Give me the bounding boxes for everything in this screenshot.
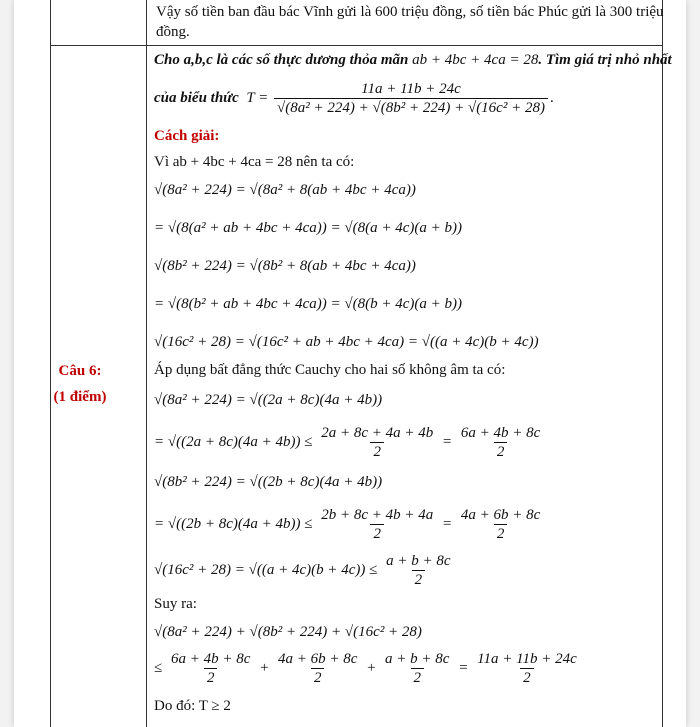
- equation-7-fraction-1: [318, 424, 436, 461]
- fraction-numerator: 4a + 6b + 8c: [278, 651, 358, 667]
- document-page: [14, 0, 686, 727]
- plus-sign: +: [366, 659, 377, 676]
- solution-suy-ra: Suy ra:: [154, 596, 197, 612]
- fraction-numerator: 2b + 8c + 4b + 4a: [321, 507, 434, 523]
- fraction-denominator: 2: [412, 570, 426, 589]
- plus-sign: +: [259, 659, 270, 676]
- equals-sign: =: [458, 659, 469, 676]
- equation-5: √(16c² + 28) = √(16c² + ab + 4bc + 4ca) = √((a + 4c)(b + 4c)): [154, 334, 539, 350]
- equation-7-left: = √((2a + 8c)(4a + 4b)) ≤: [154, 433, 313, 450]
- equation-2: = √(8(a² + ab + 4bc + 4ca)) = √(8(a + 4c)(a + b)): [154, 220, 462, 236]
- fraction-numerator: 6a + 4b + 8c: [460, 425, 541, 441]
- table-border-right: [662, 0, 663, 727]
- inequality-fraction-2: [275, 650, 360, 687]
- equation-10-fraction: [383, 552, 453, 589]
- t-numerator: 11a + 11b + 24c: [361, 81, 461, 97]
- problem-condition: ab + 4bc + 4ca = 28: [412, 52, 539, 68]
- fraction-numerator: 2a + 8c + 4a + 4b: [321, 425, 434, 441]
- inequality-fraction-4: [474, 650, 580, 687]
- t-denominator: √(8a² + 224) + √(8b² + 224) + √(16c² + 28): [274, 98, 548, 117]
- fraction-numerator: 11a + 11b + 24c: [477, 651, 577, 667]
- fraction-numerator: a + b + 8c: [386, 553, 451, 569]
- inequality-fraction-3: [382, 650, 452, 687]
- equation-1: √(8a² + 224) = √(8a² + 8(ab + 4bc + 4ca)): [154, 182, 416, 198]
- inequality-fraction-1: [168, 650, 253, 687]
- solution-heading: Cách giải:: [154, 128, 220, 144]
- equation-3: √(8b² + 224) = √(8b² + 8(ab + 4bc + 4ca)): [154, 258, 416, 274]
- question-title: Câu 6:: [58, 363, 102, 379]
- fraction-numerator: 4a + 6b + 8c: [460, 507, 541, 523]
- row-divider: [50, 45, 663, 46]
- problem-statement: [154, 52, 672, 69]
- expression-label: của biểu thức: [154, 89, 239, 106]
- equation-9: [154, 506, 545, 543]
- t-fraction: [274, 80, 548, 117]
- equation-7: [154, 424, 545, 461]
- fraction-denominator: 2: [370, 524, 384, 543]
- problem-intro: Cho a,b,c là các số thực dương thỏa mãn: [154, 52, 409, 68]
- fraction-denominator: 2: [370, 442, 384, 461]
- equation-6: √(8a² + 224) = √((2a + 8c)(4a + 4b)): [154, 392, 383, 408]
- equals-sign: =: [442, 433, 453, 450]
- fraction-numerator: 6a + 4b + 8c: [170, 651, 251, 667]
- problem-ask: . Tìm giá trị nhỏ nhất: [538, 52, 672, 68]
- equation-7-fraction-2: [458, 424, 543, 461]
- fraction-numerator: a + b + 8c: [385, 651, 450, 667]
- fraction-denominator: 2: [204, 668, 218, 687]
- equals-sign: =: [442, 515, 453, 532]
- equation-10-left: √(16c² + 28) = √((a + 4c)(b + 4c)) ≤: [154, 561, 378, 578]
- problem-expression: của biểu thức T = $\frac{11a + 11b + 24c}{\text{√(8a² + 224) + √(8b² + 224) + √(16c² + 28)}}$ .: [154, 81, 554, 116]
- equation-10: [154, 552, 456, 589]
- equation-9-left: = √((2b + 8c)(4a + 4b)) ≤: [154, 515, 313, 532]
- fraction-denominator: 2: [494, 442, 508, 461]
- previous-answer-line-2: đồng.: [156, 24, 190, 40]
- fraction-denominator: 2: [411, 668, 425, 687]
- solution-since: Vì ab + 4bc + 4ca = 28 nên ta có:: [154, 154, 355, 170]
- table-column-divider: [146, 0, 147, 727]
- equation-9-fraction-1: [318, 506, 436, 543]
- sum-expression: √(8a² + 224) + √(8b² + 224) + √(16c² + 28): [154, 624, 422, 640]
- solution-conclusion: Do đó: T ≥ 2: [154, 698, 231, 714]
- equation-8: √(8b² + 224) = √((2b + 8c)(4a + 4b)): [154, 474, 383, 490]
- leq-sign: ≤: [154, 659, 163, 676]
- equation-4: = √(8(b² + ab + 4bc + 4ca)) = √(8(b + 4c)(a + b)): [154, 296, 462, 312]
- equation-9-fraction-2: [458, 506, 543, 543]
- previous-answer-line-1: Vậy số tiền ban đầu bác Vĩnh gửi là 600 triệu đồng, số tiền bác Phúc gửi là 300 triệu: [156, 4, 664, 20]
- fraction-denominator: 2: [520, 668, 534, 687]
- fraction-denominator: 2: [311, 668, 325, 687]
- solution-apply: Áp dụng bất đẳng thức Cauchy cho hai số không âm ta có:: [154, 362, 506, 378]
- fraction-denominator: 2: [494, 524, 508, 543]
- final-inequality: [154, 650, 582, 687]
- question-points: (1 điểm): [53, 389, 107, 405]
